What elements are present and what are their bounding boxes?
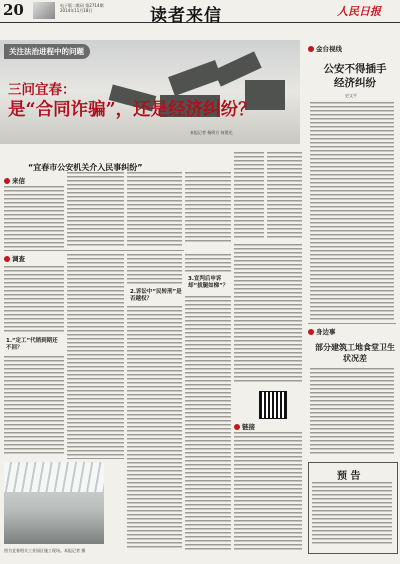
- kicker-label: 关注法治进程中的问题: [4, 44, 90, 59]
- body-text: [310, 368, 394, 456]
- byline: 本报记者 杨明方 何建光: [190, 130, 233, 135]
- alert-tag: [308, 327, 336, 336]
- body-text: [67, 254, 124, 459]
- body-text: [4, 356, 64, 456]
- body-text: [127, 254, 182, 284]
- tag-dot-icon: [234, 424, 240, 430]
- body-text: [185, 172, 231, 242]
- body-text: [310, 102, 394, 320]
- divider: [308, 323, 396, 324]
- header-logo: [33, 2, 55, 19]
- header-meta-line1: 电子版二维码 第2714期: [60, 3, 104, 8]
- question-3: 3.宣判后申诉却“拔腿如梯”？: [188, 276, 229, 289]
- body-text: [4, 266, 64, 332]
- tag-dot-icon: [4, 178, 10, 184]
- subhead: “宜春市公安机关介入民事纠纷”: [28, 163, 143, 172]
- body-text: [4, 186, 64, 248]
- body-text: [312, 482, 392, 544]
- body-text: [127, 172, 182, 248]
- header-meta-line2: 2014年11月18日: [60, 8, 93, 13]
- body-text: [127, 306, 182, 550]
- photo-roof: [4, 462, 104, 492]
- tag-dot-icon: [308, 46, 314, 52]
- body-text: [234, 432, 302, 550]
- body-text: [234, 244, 302, 384]
- body-text: [267, 152, 302, 240]
- question-1: 1.“定工”代销到期还不回？: [6, 338, 58, 351]
- headline-line1: 三问宜春：: [8, 82, 76, 98]
- header-meta: [60, 3, 103, 13]
- section-title: 读者来信: [150, 6, 222, 26]
- commentary-tag: [308, 44, 342, 53]
- tag-dot-icon: [308, 329, 314, 335]
- body-text: [185, 296, 231, 550]
- editor-tag: [234, 422, 255, 431]
- masthead-logo: 人民日报: [337, 5, 381, 18]
- headline-line2: 是“合同诈骗”，还是经济纠纷？: [8, 100, 256, 120]
- qr-code[interactable]: [259, 391, 287, 419]
- hygiene-title: 部分建筑工地食堂卫生状况差: [315, 342, 395, 363]
- commentary-author: 史文平: [345, 93, 357, 98]
- editor-tag-label: 链接: [242, 423, 255, 431]
- survey-tag-label: 调查: [12, 255, 25, 263]
- letter-tag: [4, 176, 25, 185]
- body-text: [67, 172, 124, 248]
- letter-tag-label: 来信: [12, 177, 25, 185]
- body-text: [234, 152, 264, 240]
- excavator-1: [168, 60, 222, 96]
- photo-caption: 图为宜春相关工业园区施工现场。本报记者 摄: [4, 548, 86, 553]
- commentary-title: 公安不得插手经济纠纷: [323, 63, 387, 89]
- body-text: [185, 254, 231, 274]
- tag-dot-icon: [4, 256, 10, 262]
- question-2: 2.诉讼中“民转刑”是否越权？: [130, 289, 182, 302]
- notice-title: 预 告: [337, 471, 361, 482]
- divider: [4, 250, 184, 251]
- alert-tag-label: 身边事: [316, 328, 336, 336]
- commentary-tag-label: 金台视线: [316, 45, 342, 53]
- survey-tag: [4, 254, 25, 263]
- factory-photo: [4, 462, 104, 544]
- page-number: 20: [3, 1, 24, 19]
